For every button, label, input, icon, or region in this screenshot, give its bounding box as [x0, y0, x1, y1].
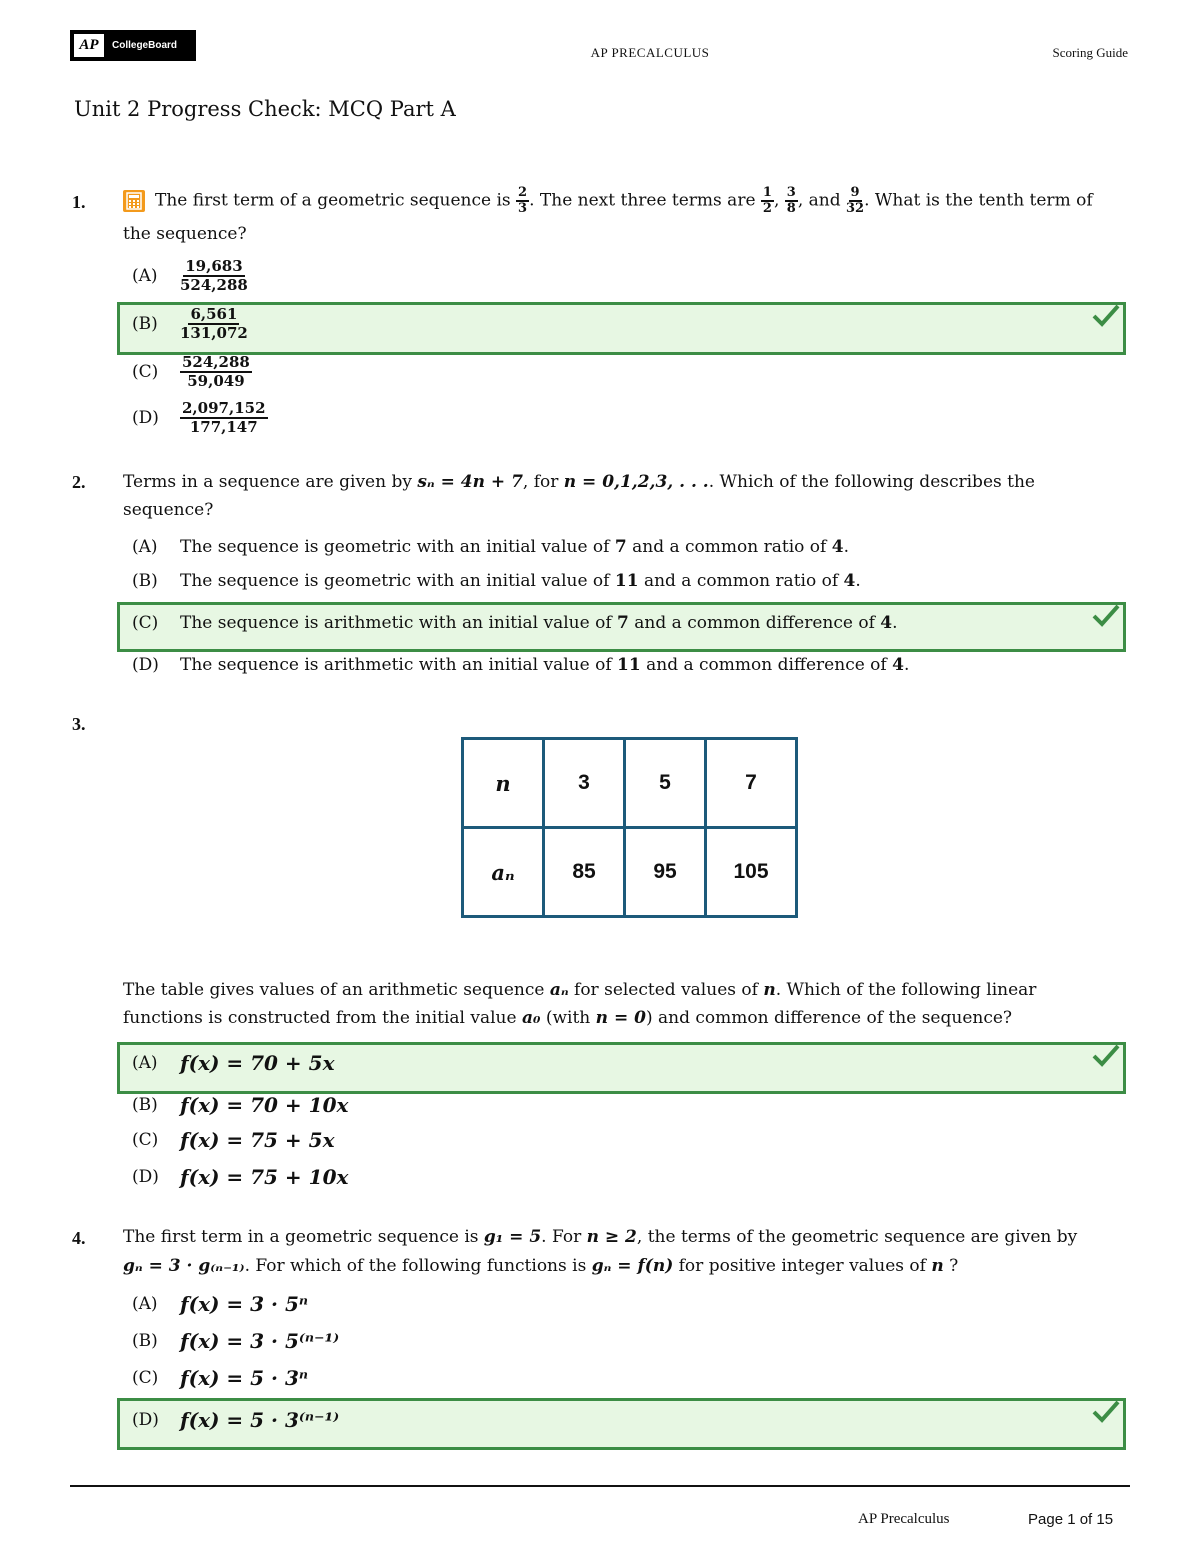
question-2-number: 2. — [72, 472, 86, 492]
fraction-term-2: $\frac{1}{2}$ — [762, 185, 772, 216]
q4-option-d[interactable]: (D) f(x) = 5 · 3⁽ⁿ⁻¹⁾ — [132, 1408, 340, 1432]
table-cell: 5 — [625, 739, 706, 828]
q2-option-b[interactable]: (B) The sequence is geometric with an initial value of 11 and a common ratio of 4. — [132, 571, 861, 591]
question-1-stem: The first term of a geometric sequence is $\frac{2}{3}$ . The next three terms are $\frac{1}{2}$ , $\frac{3}{8}$ , and $\frac{9}{32}$ . What is the tenth term of — [123, 186, 1123, 216]
footer-course: AP Precalculus — [858, 1511, 950, 1527]
check-icon — [1091, 1041, 1121, 1071]
q4-option-b[interactable]: (B) f(x) = 3 · 5⁽ⁿ⁻¹⁾ — [132, 1329, 340, 1353]
question-3-stem: The table gives values of an arithmetic sequence aₙ for selected values of n. Which of the following linear — [123, 980, 1037, 1000]
q1-and: , and — [797, 190, 841, 211]
calculator-icon — [123, 190, 145, 212]
q3-option-a[interactable]: (A) f(x) = 70 + 5x — [132, 1051, 335, 1075]
question-4-stem-line2: gₙ = 3 · g₍ₙ₋₁₎. For which of the following functions is gₙ = f(n) for positive integer values of n ? — [123, 1256, 959, 1276]
question-4-stem: The first term in a geometric sequence is g₁ = 5. For n ≥ 2, the terms of the geometric sequence are given by — [123, 1227, 1078, 1247]
table-header-an: aₙ — [463, 828, 544, 917]
q1-text-a: The first term of a geometric sequence is — [155, 190, 511, 211]
fraction-first-term: $\frac{2}{3}$ — [518, 185, 528, 216]
q3-option-b[interactable]: (B) f(x) = 70 + 10x — [132, 1093, 349, 1117]
q3-option-d[interactable]: (D) f(x) = 75 + 10x — [132, 1165, 349, 1189]
table-header-n: n — [463, 739, 544, 828]
collegeboard-wordmark: CollegeBoard — [112, 40, 178, 51]
question-1-number: 1. — [72, 192, 86, 212]
q1-text-d: the sequence? — [123, 224, 247, 244]
q2-formula: sₙ = 4n + 7 — [417, 472, 523, 492]
q1-option-c[interactable]: (C) $\frac{524,288}{59,049}$ — [132, 353, 250, 390]
ap-logo-mark: AP — [74, 34, 104, 57]
question-4-number: 4. — [72, 1228, 86, 1248]
fraction-term-3: $\frac{3}{8}$ — [786, 185, 796, 216]
page-title: Unit 2 Progress Check: MCQ Part A — [74, 97, 456, 121]
q1-text-b: . The next three terms are — [529, 190, 756, 211]
header-scoring-guide: Scoring Guide — [1052, 45, 1128, 60]
fraction-term-4: $\frac{9}{32}$ — [846, 185, 865, 216]
q1-correct-highlight — [117, 302, 1126, 355]
table-cell: 3 — [544, 739, 625, 828]
footer-divider — [70, 1485, 1130, 1487]
table-cell: 85 — [544, 828, 625, 917]
question-2-stem: Terms in a sequence are given by sₙ = 4n + 7, for n = 0,1,2,3, . . .. Which of the following describes the — [123, 472, 1035, 492]
q2-option-c[interactable]: (C) The sequence is arithmetic with an initial value of 7 and a common difference of 4. — [132, 613, 898, 633]
ap-collegeboard-logo — [70, 30, 196, 61]
q1-option-a[interactable]: (A) $\frac{19,683}{524,288}$ — [132, 257, 248, 294]
check-icon — [1091, 1397, 1121, 1427]
q1-option-d[interactable]: (D) $\frac{2,097,152}{177,147}$ — [132, 399, 266, 436]
q2-text-d: sequence? — [123, 500, 214, 520]
sequence-table — [461, 737, 798, 918]
table-cell: 95 — [625, 828, 706, 917]
q2-domain: n = 0,1,2,3, . . . — [563, 472, 709, 492]
q4-option-c[interactable]: (C) f(x) = 5 · 3ⁿ — [132, 1366, 309, 1390]
q2-option-a[interactable]: (A) The sequence is geometric with an initial value of 7 and a common ratio of 4. — [132, 537, 849, 557]
question-3-stem-line2: functions is constructed from the initial value a₀ (with n = 0) and common difference of the sequence? — [123, 1008, 1013, 1028]
table-cell: 7 — [706, 739, 797, 828]
q4-option-a[interactable]: (A) f(x) = 3 · 5ⁿ — [132, 1292, 309, 1316]
check-icon — [1091, 601, 1121, 631]
q1-text-c: . What is the tenth term of — [864, 190, 1093, 211]
q1-option-b[interactable]: (B) $\frac{6,561}{131,072}$ — [132, 305, 248, 342]
header-course-title: AP PRECALCULUS — [590, 45, 710, 60]
question-3-number: 3. — [72, 714, 86, 734]
table-cell: 105 — [706, 828, 797, 917]
q3-option-c[interactable]: (C) f(x) = 75 + 5x — [132, 1128, 335, 1152]
check-icon — [1091, 301, 1121, 331]
footer-page-number: Page 1 of 15 — [1028, 1511, 1114, 1528]
q2-option-d[interactable]: (D) The sequence is arithmetic with an initial value of 11 and a common difference of 4. — [132, 655, 910, 675]
